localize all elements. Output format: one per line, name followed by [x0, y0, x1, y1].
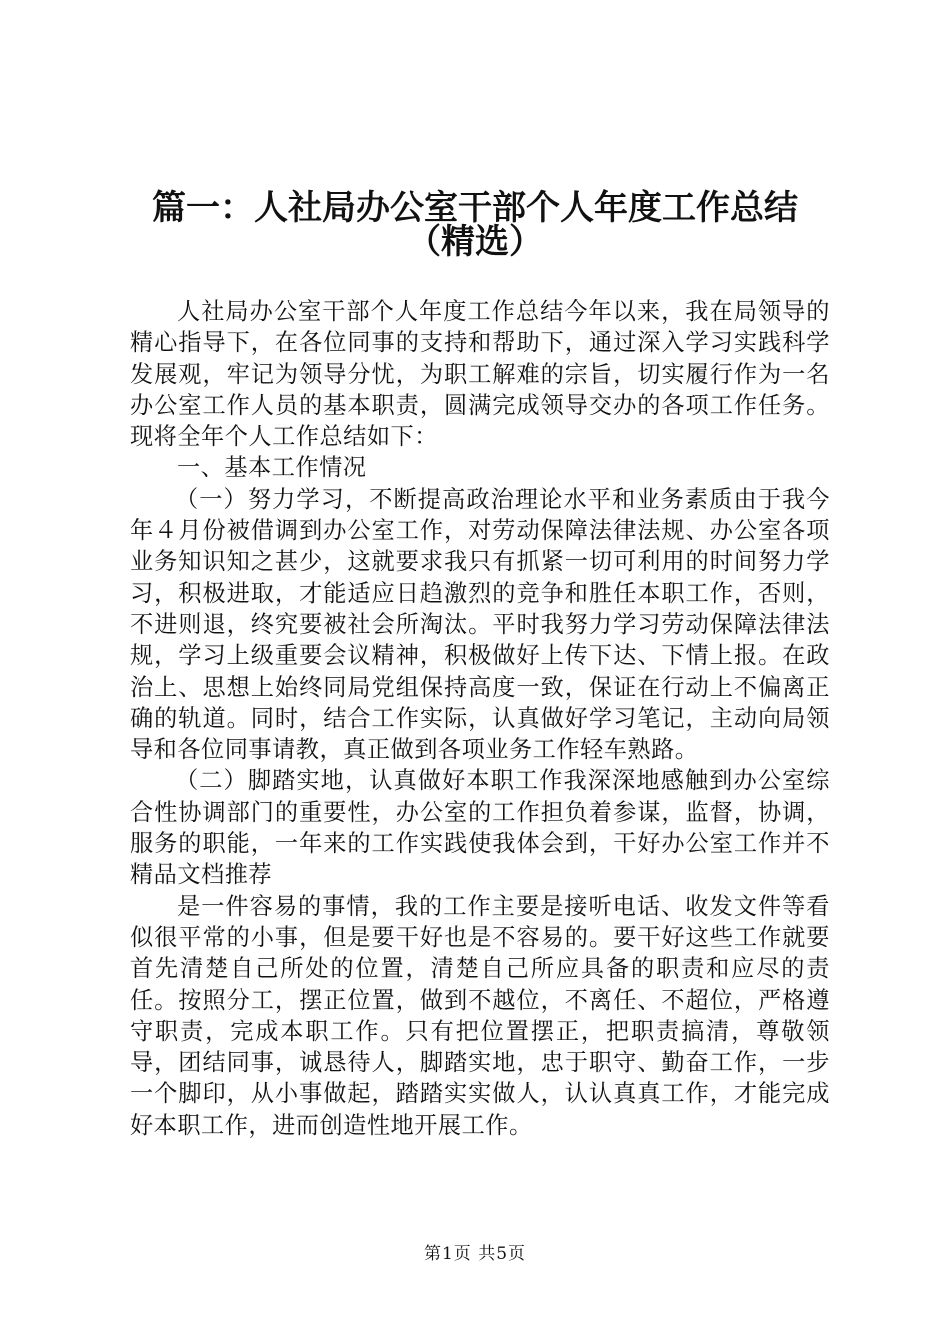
page-footer: 第1页 共5页: [423, 1244, 527, 1264]
document-body: [130, 296, 830, 1141]
paragraph-study: （一）努力学习，不断提高政治理论水平和业务素质由于我今年４月份被借调到办公室工作，对劳动保障法律法规、办公室各项业务知识知之甚少，这就要求我只有抓紧一切可利用的时间努力学习，积极进取，才能适应日趋激烈的竞争和胜任本职工作，否则，不进则退，终究要被社会所淘汰。平时我努力学习劳动保障法律法规，学习上级重要会议精神，积极做好上传下达、下情上报。在政治上、思想上始终同局党组保持高度一致，保证在行动上不偏离正确的轨道。同时，结合工作实际，认真做好学习笔记，主动向局领导和各位同事请教，真正做到各项业务工作轻车熟路。: [130, 485, 830, 764]
document-title: 篇一：人社局办公室干部个人年度工作总结: [152, 188, 798, 228]
section-heading-basic-work: 一、基本工作情况: [177, 454, 367, 482]
document-title-subtitle: （精选）: [407, 222, 543, 262]
paragraph-intro: 人社局办公室干部个人年度工作总结今年以来，我在局领导的精心指导下，在各位同事的支持和帮助下，通过深入学习实践科学发展观，牢记为领导分忧，为职工解难的宗旨，切实履行作为一名办公室工作人员的基本职责，圆满完成领导交办的各项工作任务。现将全年个人工作总结如下：: [130, 298, 830, 451]
paragraph-duty: （二）脚踏实地，认真做好本职工作我深深地感触到办公室综合性协调部门的重要性，办公室的工作担负着参谋，监督，协调，服务的职能，一年来的工作实践使我体会到，干好办公室工作并不精品文档推荐: [130, 767, 830, 889]
paragraph-duty-continued: 是一件容易的事情，我的工作主要是接听电话、收发文件等看似很平常的小事，但是要干好也是不容易的。要干好这些工作就要首先清楚自己所处的位置，清楚自己所应具备的职责和应尽的责任。按照分工，摆正位置，做到不越位，不离任、不超位，严格遵守职责，完成本职工作。只有把位置摆正，把职责搞清，尊敬领导，团结同事，诚恳待人，脚踏实地，忠于职守、勤奋工作，一步一个脚印，从小事做起，踏踏实实做人，认认真真工作，才能完成好本职工作，进而创造性地开展工作。: [130, 892, 830, 1139]
